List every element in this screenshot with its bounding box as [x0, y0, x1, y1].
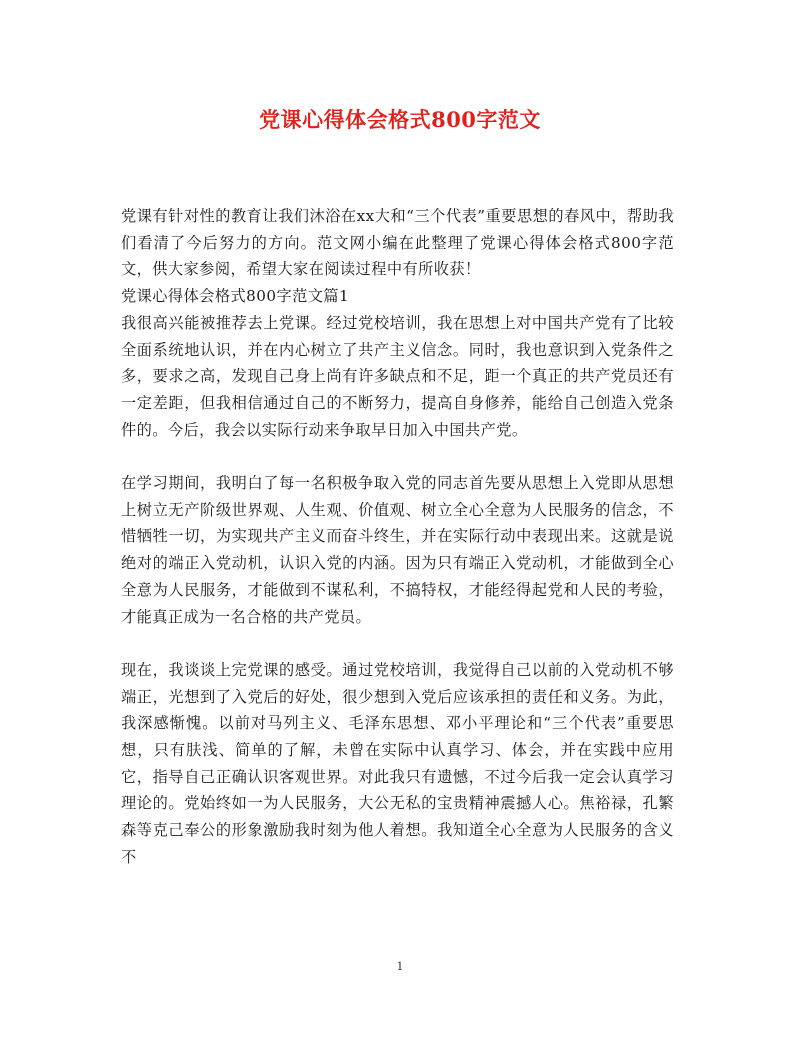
body-paragraph: 我很高兴能被推荐去上党课。经过党校培训，我在思想上对中国共产党有了比较全面系统地认识，并在内心树立了共产主义信念。同时，我也意识到入党条件之多，要求之高，发现自己身上尚有许多缺点和不足，距一个真正的共产党员还有一定差距，但我相信通过自己的不断努力，提高自身修养，能给自己创造入党条件的。今后，我会以实际行动来争取早日加入中国共产党。 — [121, 313, 674, 439]
body-paragraph: 现在，我谈谈上完党课的感受。通过党校培训，我觉得自己以前的入党动机不够端正，光想到了入党后的好处，很少想到入党后应该承担的责任和义务。为此，我深感惭愧。以前对马列主义、毛泽东思想、邓小平理论和“三个代表”重要思想，只有肤浅、简单的了解，未曾在实际中认真学习、体会，并在实践中应用它，指导自己正确认识客观世界。对此我只有遗憾，不过今后我一定会认真学习理论的。党始终如一为人民服务，大公无私的宝贵精神震撼人心。焦裕禄，孔繁森等克己奉公的形象激励我时刻为他人着想。我知道全心全意为人民服务的含义不 — [121, 660, 674, 866]
document-body — [121, 203, 674, 871]
intro-paragraph: 党课有针对性的教育让我们沐浴在xx大和“三个代表”重要思想的春风中，帮助我们看清了今后努力的方向。范文网小编在此整理了党课心得体会格式800字范文，供大家参阅，希望大家在阅读过程中有所收获！ — [121, 207, 674, 279]
page-number: 1 — [396, 960, 404, 973]
section-heading: 党课心得体会格式800字范文篇1 — [121, 287, 350, 306]
body-paragraph: 在学习期间，我明白了每一名积极争取入党的同志首先要从思想上入党即从思想上树立无产阶级世界观、人生观、价值观、树立全心全意为人民服务的信念，不惜牺牲一切，为实现共产主义而奋斗终生，并在实际行动中表现出来。这就是说绝对的端正入党动机，认识入党的内涵。因为只有端正入党动机，才能做到全心全意为人民服务，才能做到不谋私利，不搞特权，才能经得起党和人民的考验，才能真正成为一名合格的共产党员。 — [121, 474, 674, 626]
document-title: 党课心得体会格式800字范文 — [259, 107, 541, 132]
